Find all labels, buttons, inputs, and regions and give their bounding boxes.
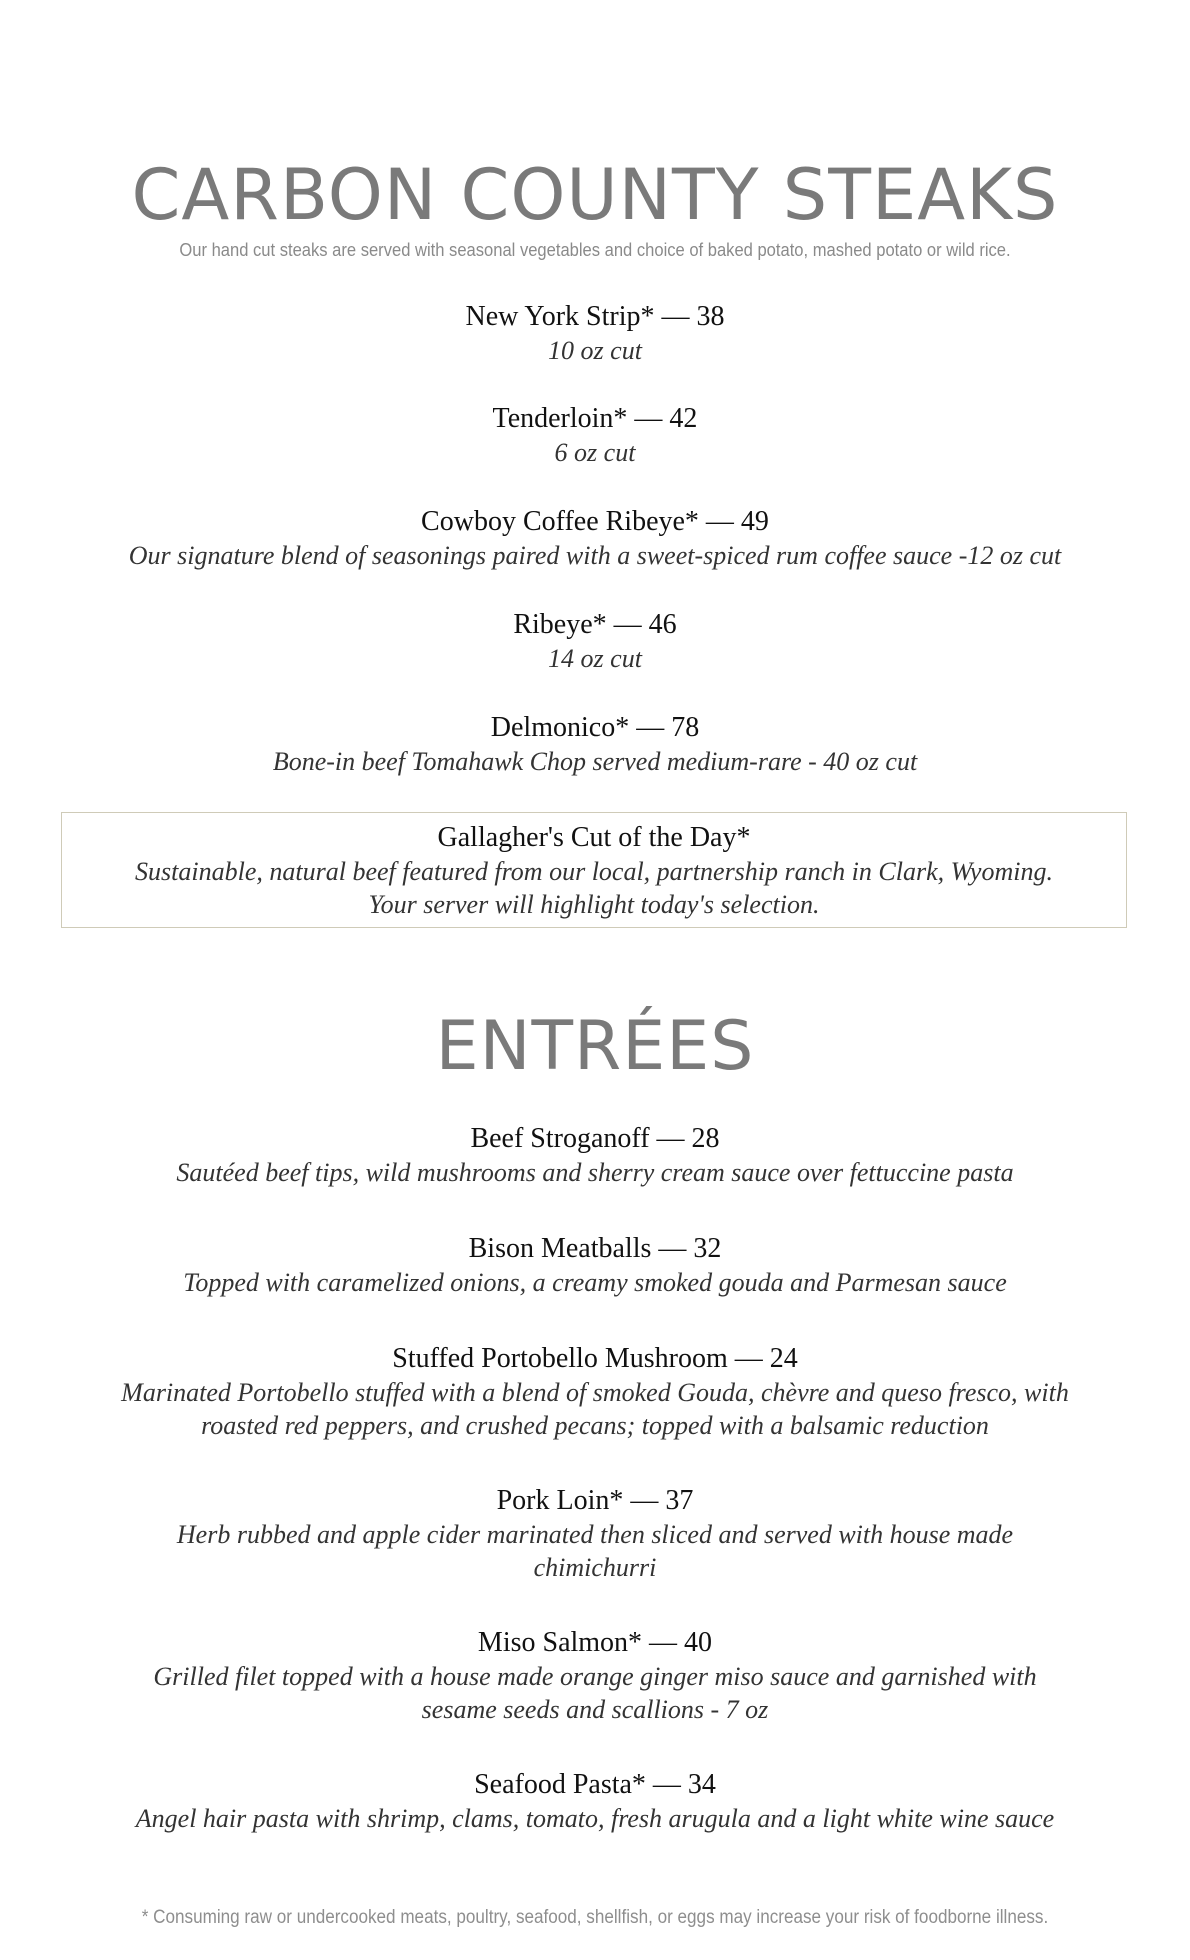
menu-item-stuffed-portobello-mushroom [0,1342,1190,1442]
menu-item-name: Seafood Pasta* — 34 [474,1769,716,1800]
menu-item-new-york-strip [0,300,1190,367]
menu-item-name: Tenderloin* — 42 [492,403,698,434]
menu-item-name: Stuffed Portobello Mushroom — 24 [392,1343,798,1374]
menu-item-description: Bone-in beef Tomahawk Chop served medium-rare - 40 oz cut [272,747,918,776]
menu-item-name: Gallagher's Cut of the Day* [437,822,751,853]
menu-item-tenderloin [0,402,1190,469]
menu-item-description: Topped with caramelized onions, a creamy smoked gouda and Parmesan sauce [183,1268,1007,1297]
menu-item-description-line-2: roasted red peppers, and crushed pecans; topped with a balsamic reduction [201,1411,989,1440]
menu-item-name: New York Strip* — 38 [465,301,725,332]
menu-item-name: Beef Stroganoff — 28 [470,1123,720,1154]
cut-of-the-day-box [61,812,1127,928]
foodborne-illness-footnote: * Consuming raw or undercooked meats, poultry, seafood, shellfish, or eggs may increase your risk of foodborne illness. [141,1907,1049,1928]
menu-item-description-line-1: Herb rubbed and apple cider marinated then sliced and served with house made [176,1520,1014,1549]
menu-item-ribeye [0,608,1190,675]
menu-item-description: 14 oz cut [548,644,642,673]
menu-item-description-line-1: Marinated Portobello stuffed with a blend of smoked Gouda, chèvre and queso fresco, with [121,1378,1069,1407]
menu-item-description-line-1: Grilled filet topped with a house made orange ginger miso sauce and garnished with [153,1662,1037,1691]
steaks-section-title: CARBON COUNTY STEAKS [131,154,1059,236]
menu-item-name: Miso Salmon* — 40 [477,1627,713,1658]
steaks-section-subtitle: Our hand cut steaks are served with seasonal vegetables and choice of baked potato, mashed potato or wild rice. [179,240,1011,260]
menu-item-delmonico [0,711,1190,778]
menu-item-name: Cowboy Coffee Ribeye* — 49 [421,506,769,537]
menu-item-description: Sautéed beef tips, wild mushrooms and sherry cream sauce over fettuccine pasta [176,1158,1014,1187]
menu-item-name: Delmonico* — 78 [490,712,700,743]
menu-item-bison-meatballs [0,1232,1190,1299]
entrees-section-title: ENTRÉES [435,1007,755,1086]
menu-item-miso-salmon [0,1626,1190,1726]
menu-item-description: Our signature blend of seasonings paired with a sweet-spiced rum coffee sauce -12 oz cut [128,541,1062,570]
menu-item-description-line-2: sesame seeds and scallions - 7 oz [421,1695,769,1724]
menu-item-description: Angel hair pasta with shrimp, clams, tomato, fresh arugula and a light white wine sauce [135,1804,1055,1833]
menu-item-description: 6 oz cut [554,438,636,467]
menu-item-description-line-2: chimichurri [533,1553,657,1582]
menu-item-name: Pork Loin* — 37 [496,1485,694,1516]
menu-item-beef-stroganoff [0,1122,1190,1189]
menu-item-description-line-1: Sustainable, natural beef featured from our local, partnership ranch in Clark, Wyoming. [135,857,1053,886]
menu-item-seafood-pasta [0,1768,1190,1835]
menu-item-description: 10 oz cut [548,336,642,365]
menu-item-description-line-2: Your server will highlight today's selection. [368,890,820,919]
menu-item-name: Bison Meatballs — 32 [468,1233,722,1264]
menu-item-name: Ribeye* — 46 [513,609,677,640]
menu-item-cowboy-coffee-ribeye [0,505,1190,572]
menu-item-pork-loin [0,1484,1190,1584]
